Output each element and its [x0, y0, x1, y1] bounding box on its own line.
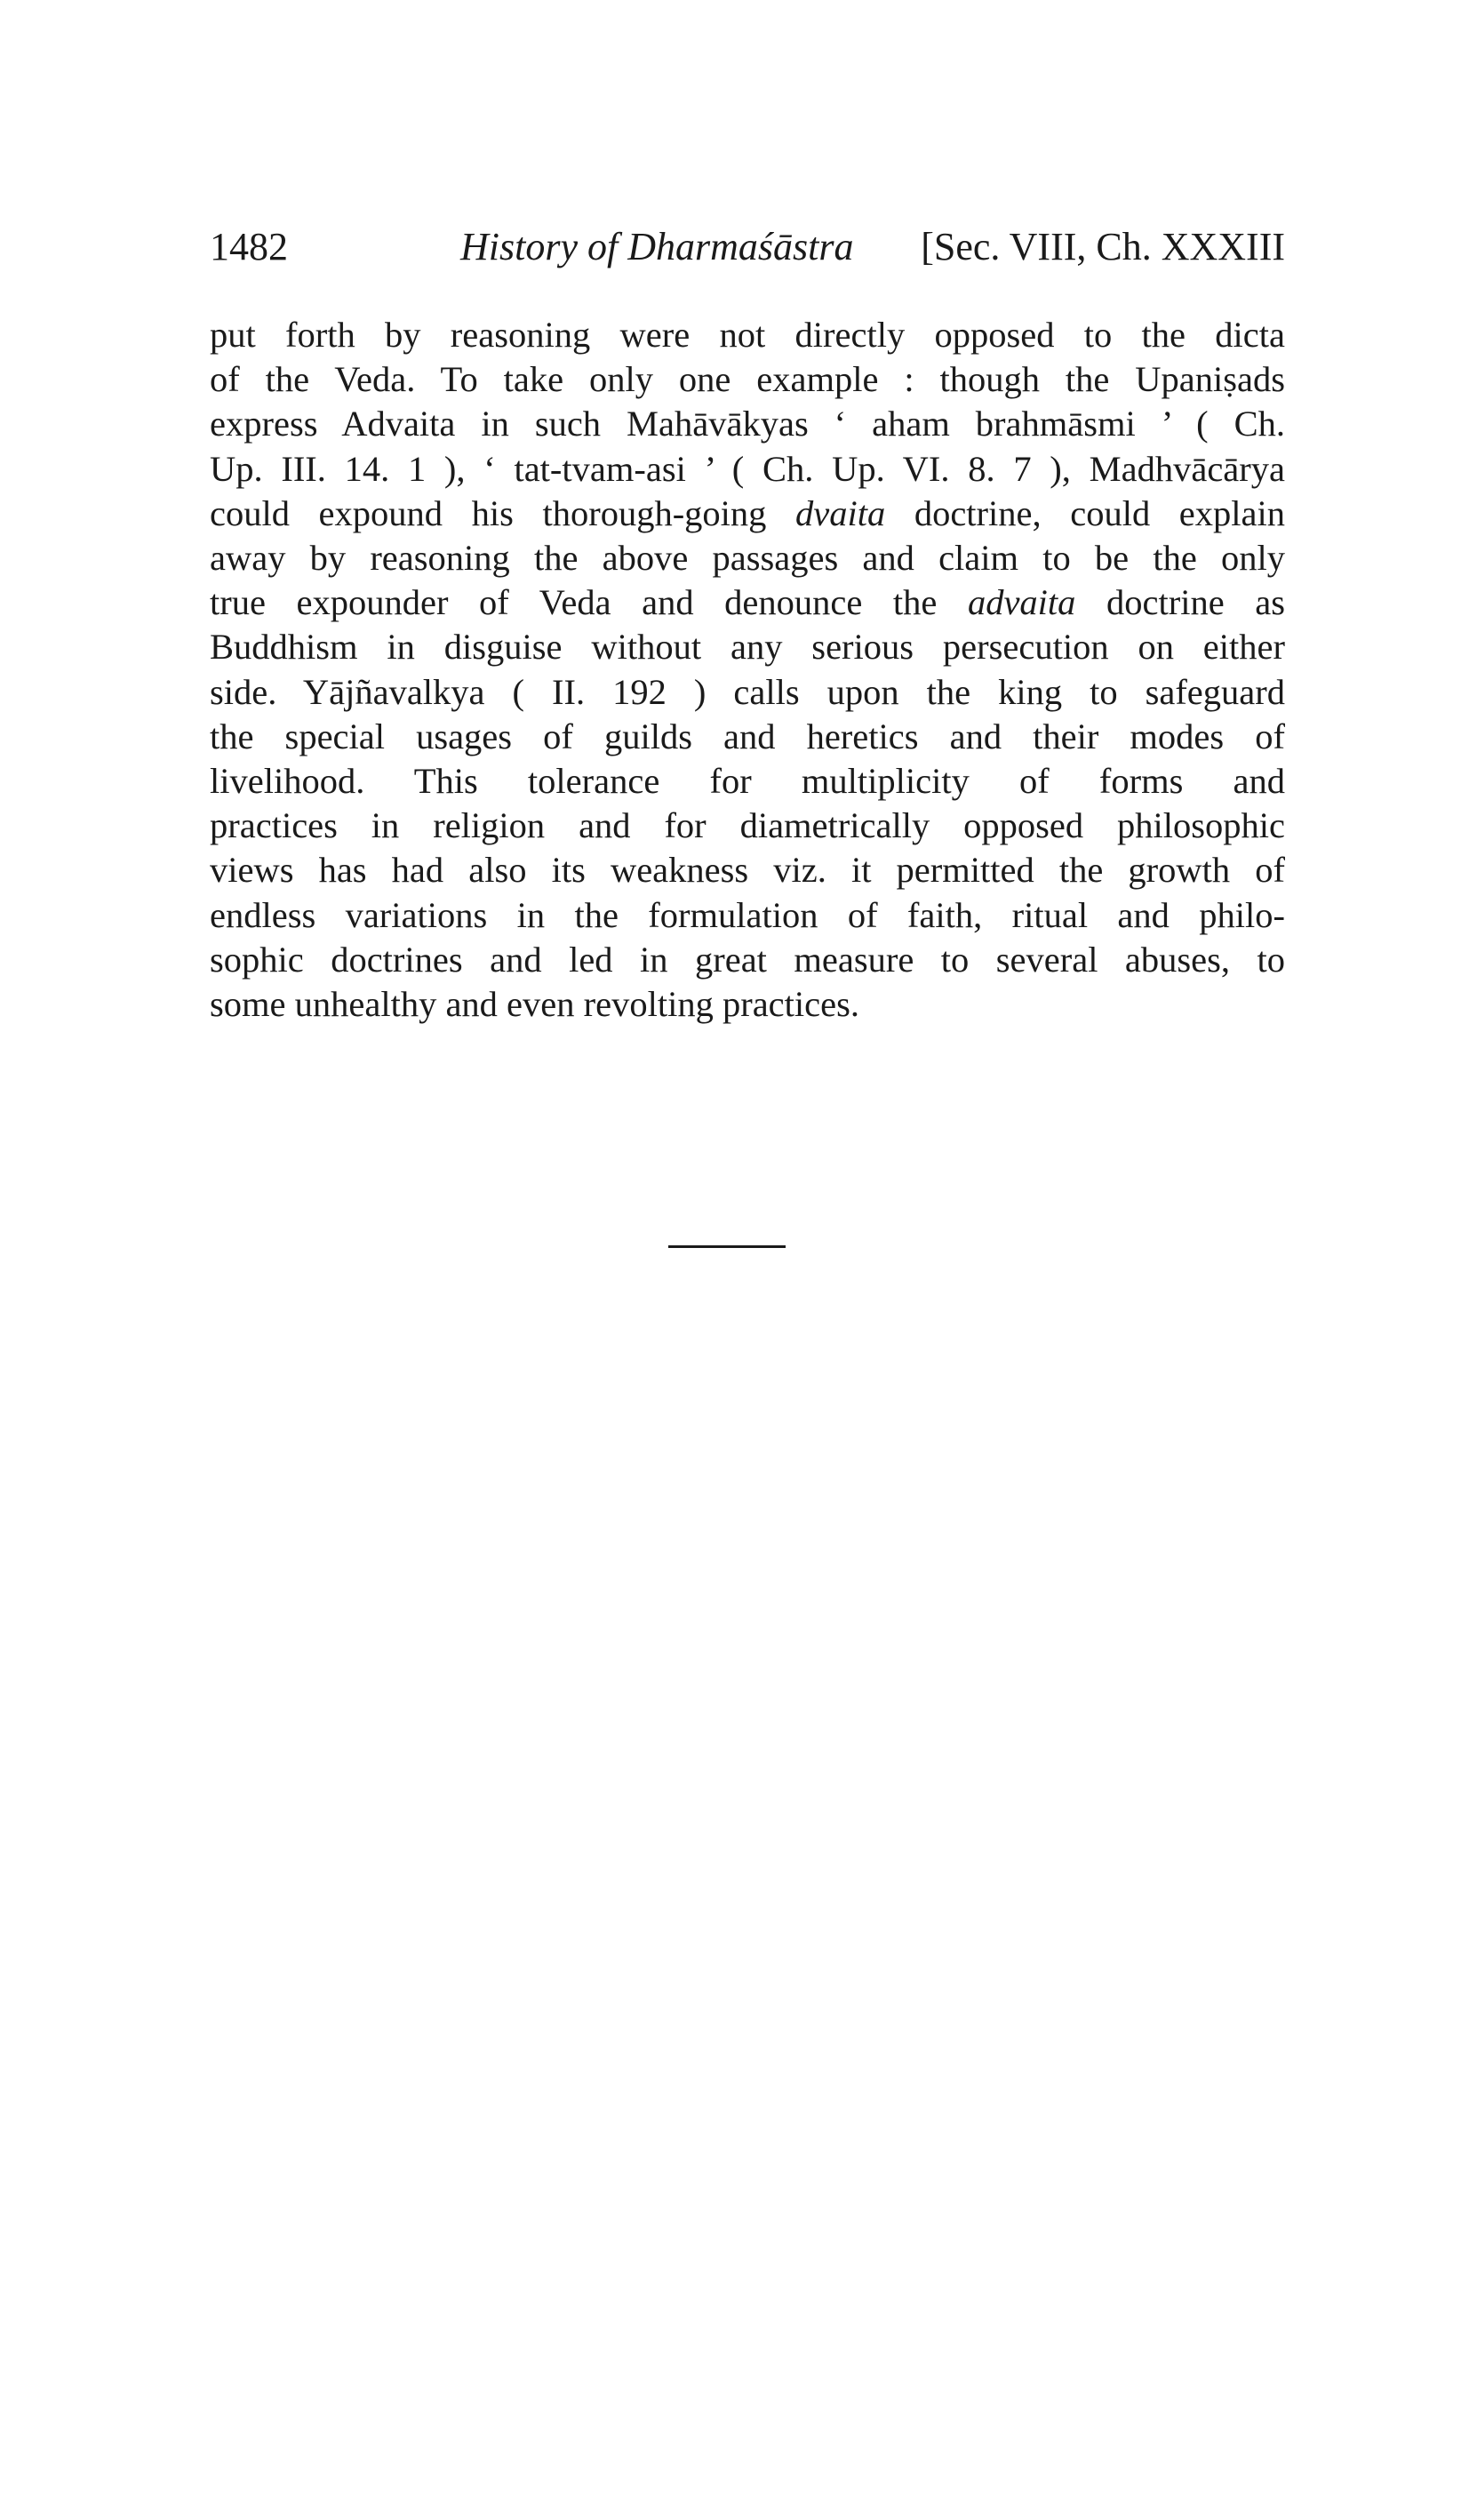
text-fragment: could expound his thorough-going	[210, 492, 796, 533]
running-title: History of Dharmaśāstra	[460, 225, 854, 268]
text-line: the special usages of guilds and heretics and their modes of	[210, 716, 1285, 756]
italic-term: dvaita	[795, 492, 886, 533]
text-fragment: doctrine as	[1075, 582, 1285, 623]
text-line: Buddhism in disguise without any serious persecution on either	[210, 627, 1285, 668]
page-header	[210, 220, 1285, 274]
page-number: 1482	[210, 225, 288, 268]
text-line: some unhealthy and even revolting practices.	[210, 984, 859, 1025]
section-reference: [Sec. VIII, Ch. XXXIII	[921, 225, 1285, 268]
text-line: side. Yājñavalkya ( II. 192 ) calls upon the king to safeguard	[210, 671, 1285, 712]
text-line: sophic doctrines and led in great measure to several abuses, to	[210, 939, 1285, 980]
text-line: practices in religion and for diametrically opposed philosophic	[210, 805, 1285, 846]
section-divider-rule	[668, 1245, 786, 1248]
text-line: put forth by reasoning were not directly opposed to the dicta	[210, 315, 1285, 355]
text-line: livelihood. This tolerance for multiplicity of forms and	[210, 761, 1285, 802]
text-line: views has had also its weakness viz. it permitted the growth of	[210, 850, 1285, 891]
text-line: away by reasoning the above passages and claim to be the only	[210, 538, 1285, 579]
text-line	[210, 492, 1285, 536]
body-paragraph	[210, 313, 1285, 1027]
text-line: express Advaita in such Mahāvākyas ‘ aham brahmāsmi ’ ( Ch.	[210, 404, 1285, 444]
italic-term: advaita	[967, 582, 1076, 623]
text-fragment: true expounder of Veda and denounce the	[210, 582, 968, 623]
text-fragment: doctrine, could explain	[885, 492, 1285, 533]
text-line: endless variations in the formulation of faith, ritual and philo-	[210, 894, 1285, 935]
text-line	[210, 580, 1285, 625]
text-line: of the Veda. To take only one example : though the Upaniṣads	[210, 359, 1285, 400]
text-line: Up. III. 14. 1 ), ‘ tat-tvam-asi ’ ( Ch. Up. VI. 8. 7 ), Madhvācārya	[210, 448, 1285, 489]
